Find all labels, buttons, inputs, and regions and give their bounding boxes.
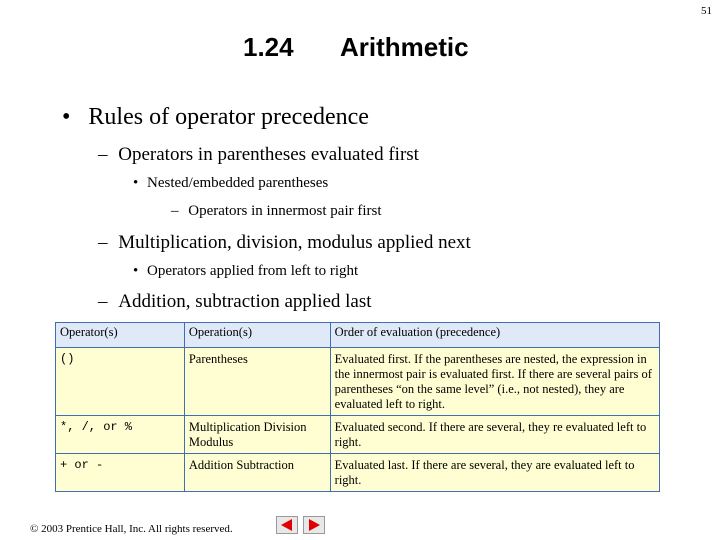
bullet-item <box>133 263 358 280</box>
bullet-marker: • <box>133 175 139 191</box>
bullet-text: Rules of operator precedence <box>88 104 369 130</box>
next-slide-button[interactable] <box>303 516 325 534</box>
cell-operation: Parentheses <box>184 348 330 416</box>
precedence-table <box>55 322 660 492</box>
bullet-text: Operators in parentheses evaluated first <box>118 144 419 165</box>
cell-operation: Addition Subtraction <box>184 454 330 492</box>
table-row <box>56 454 660 492</box>
bullet-marker: • <box>133 263 139 279</box>
cell-order: Evaluated last. If there are several, they are evaluated left to right. <box>330 454 659 492</box>
page-number: 51 <box>701 5 712 17</box>
bullet-item <box>133 175 328 192</box>
page-title: Arithmetic <box>340 32 469 62</box>
copyright-footer: © 2003 Prentice Hall, Inc. All rights reserved. <box>30 523 233 535</box>
bullet-text: Operators applied from left to right <box>147 263 359 279</box>
table-row <box>56 416 660 454</box>
cell-order: Evaluated first. If the parentheses are nested, the expression in the innermost pair is evaluated first. If there are several pairs of parentheses “on the same level” (i.e., not nested), they are evaluated left to right. <box>330 348 659 416</box>
bullet-marker: – <box>171 203 179 219</box>
cell-operator: *, /, or % <box>56 416 185 454</box>
bullet-marker: – <box>98 291 108 312</box>
bullet-text: Operators in innermost pair first <box>188 203 382 219</box>
table-row <box>56 348 660 416</box>
table-header-row <box>56 323 660 348</box>
arrow-right-icon <box>304 517 324 533</box>
bullet-marker: • <box>62 104 71 130</box>
bullet-item <box>98 144 419 166</box>
bullet-item <box>62 104 369 131</box>
arrow-left-icon <box>277 517 297 533</box>
bullet-text: Addition, subtraction applied last <box>118 291 372 312</box>
previous-slide-button[interactable] <box>276 516 298 534</box>
cell-operator: () <box>56 348 185 416</box>
header-order: Order of evaluation (precedence) <box>330 323 659 348</box>
cell-operator: + or - <box>56 454 185 492</box>
cell-operation: Multiplication Division Modulus <box>184 416 330 454</box>
bullet-item <box>98 291 372 313</box>
bullet-marker: – <box>98 232 108 253</box>
bullet-marker: – <box>98 144 108 165</box>
section-number: 1.24 <box>243 32 294 62</box>
cell-order: Evaluated second. If there are several, they re evaluated left to right. <box>330 416 659 454</box>
bullet-text: Nested/embedded parentheses <box>147 175 329 191</box>
bullet-item <box>98 232 471 254</box>
header-operations: Operation(s) <box>184 323 330 348</box>
bullet-text: Multiplication, division, modulus applied next <box>118 232 471 253</box>
bullet-item <box>171 203 382 220</box>
header-operators: Operator(s) <box>56 323 185 348</box>
